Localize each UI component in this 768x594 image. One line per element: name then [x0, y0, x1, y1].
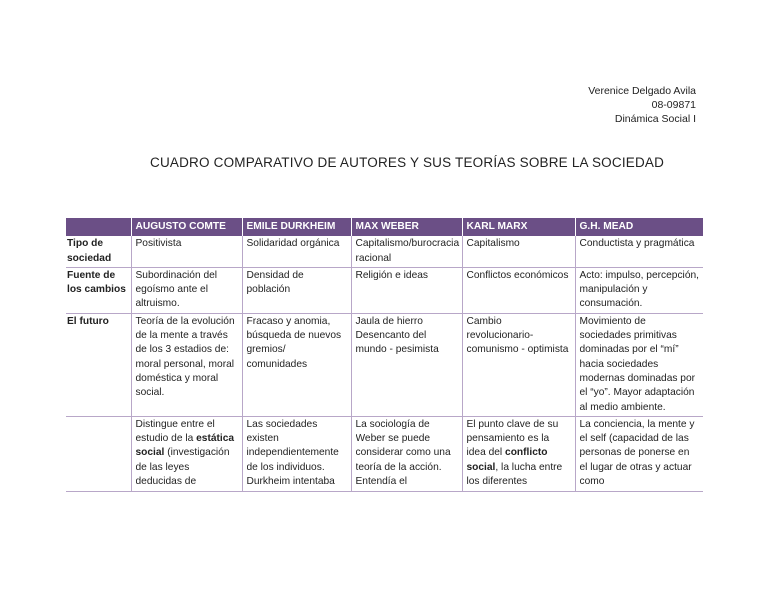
table-cell: Conductista y pragmática	[575, 236, 703, 267]
cell-text: La conciencia, la mente y el self (capacidad de las personas de ponerse en el lugar de otras y actuar como	[579, 418, 695, 488]
table-cell	[242, 416, 351, 491]
text-run: El punto clave de su pensamiento es la idea del	[466, 418, 559, 459]
table-cell: Capitalismo	[462, 236, 575, 267]
bold-term: conflicto social	[466, 447, 548, 473]
table-row	[66, 416, 703, 491]
table-row	[66, 313, 703, 416]
table-cell: Religión e ideas	[351, 267, 462, 313]
row-label	[66, 416, 131, 491]
cell-text	[136, 418, 238, 490]
table-cell: Cambio revolucionario-comunismo - optimista	[462, 313, 575, 416]
table-cell: Teoría de la evolución de la mente a través de los 3 estadios de: moral personal, moral doméstica y moral social.	[131, 313, 242, 416]
table-cell	[351, 416, 462, 491]
text-run: (investigación de las leyes deducidas de	[135, 447, 230, 488]
row-label: Fuente de los cambios	[66, 267, 131, 313]
table-row	[66, 267, 703, 313]
author-name: Verenice Delgado Avila	[588, 85, 696, 97]
table-header-row	[66, 218, 703, 236]
table-cell: Movimiento de sociedades primitivas dominadas por el “mí” hacia sociedades modernas dominadas por el “yo”. Mayor adaptación al medio ambiente.	[575, 313, 703, 416]
table-cell: Densidad de población	[242, 267, 351, 313]
header-empty	[66, 218, 131, 236]
table-cell	[131, 416, 242, 491]
header-marx: KARL MARX	[462, 218, 575, 236]
header-comte: AUGUSTO COMTE	[131, 218, 242, 236]
row-label: El futuro	[66, 313, 131, 416]
text-run: , la lucha entre los diferentes	[466, 461, 563, 488]
table-row	[66, 236, 703, 267]
author-id: 08-09871	[651, 99, 696, 111]
table-cell: Conflictos económicos	[462, 267, 575, 313]
document-title: CUADRO COMPARATIVO DE AUTORES Y SUS TEORÍAS SOBRE LA SOCIEDAD	[150, 155, 665, 170]
table-cell: Jaula de hierro Desencanto del mundo - pesimista	[351, 313, 462, 416]
table-cell	[575, 416, 703, 491]
author-course: Dinámica Social I	[614, 113, 696, 125]
table-cell: Acto: impulso, percepción, manipulación y consumación.	[575, 267, 703, 313]
table-cell: Positivista	[131, 236, 242, 267]
table-cell: Solidaridad orgánica	[242, 236, 351, 267]
header-mead: G.H. MEAD	[575, 218, 703, 236]
bold-term: estática social	[135, 433, 235, 459]
cell-text: Las sociedades existen independientemente de los individuos. Durkheim intentaba	[246, 418, 339, 488]
cell-text	[467, 418, 571, 490]
header-durkheim: EMILE DURKHEIM	[242, 218, 351, 236]
table-cell	[462, 416, 575, 491]
text-run: Distingue entre el estudio de la	[135, 418, 215, 445]
comparison-table	[66, 218, 703, 492]
header-weber: MAX WEBER	[351, 218, 462, 236]
author-block	[588, 84, 696, 126]
row-label: Tipo de sociedad	[66, 236, 131, 267]
table-cell: Fracaso y anomia, búsqueda de nuevos gremios/ comunidades	[242, 313, 351, 416]
table-cell: Subordinación del egoísmo ante el altruismo.	[131, 267, 242, 313]
cell-text: La sociología de Weber se puede considerar como una teoría de la acción. Entendía el	[355, 418, 451, 488]
table-cell: Capitalismo/burocracia racional	[351, 236, 462, 267]
